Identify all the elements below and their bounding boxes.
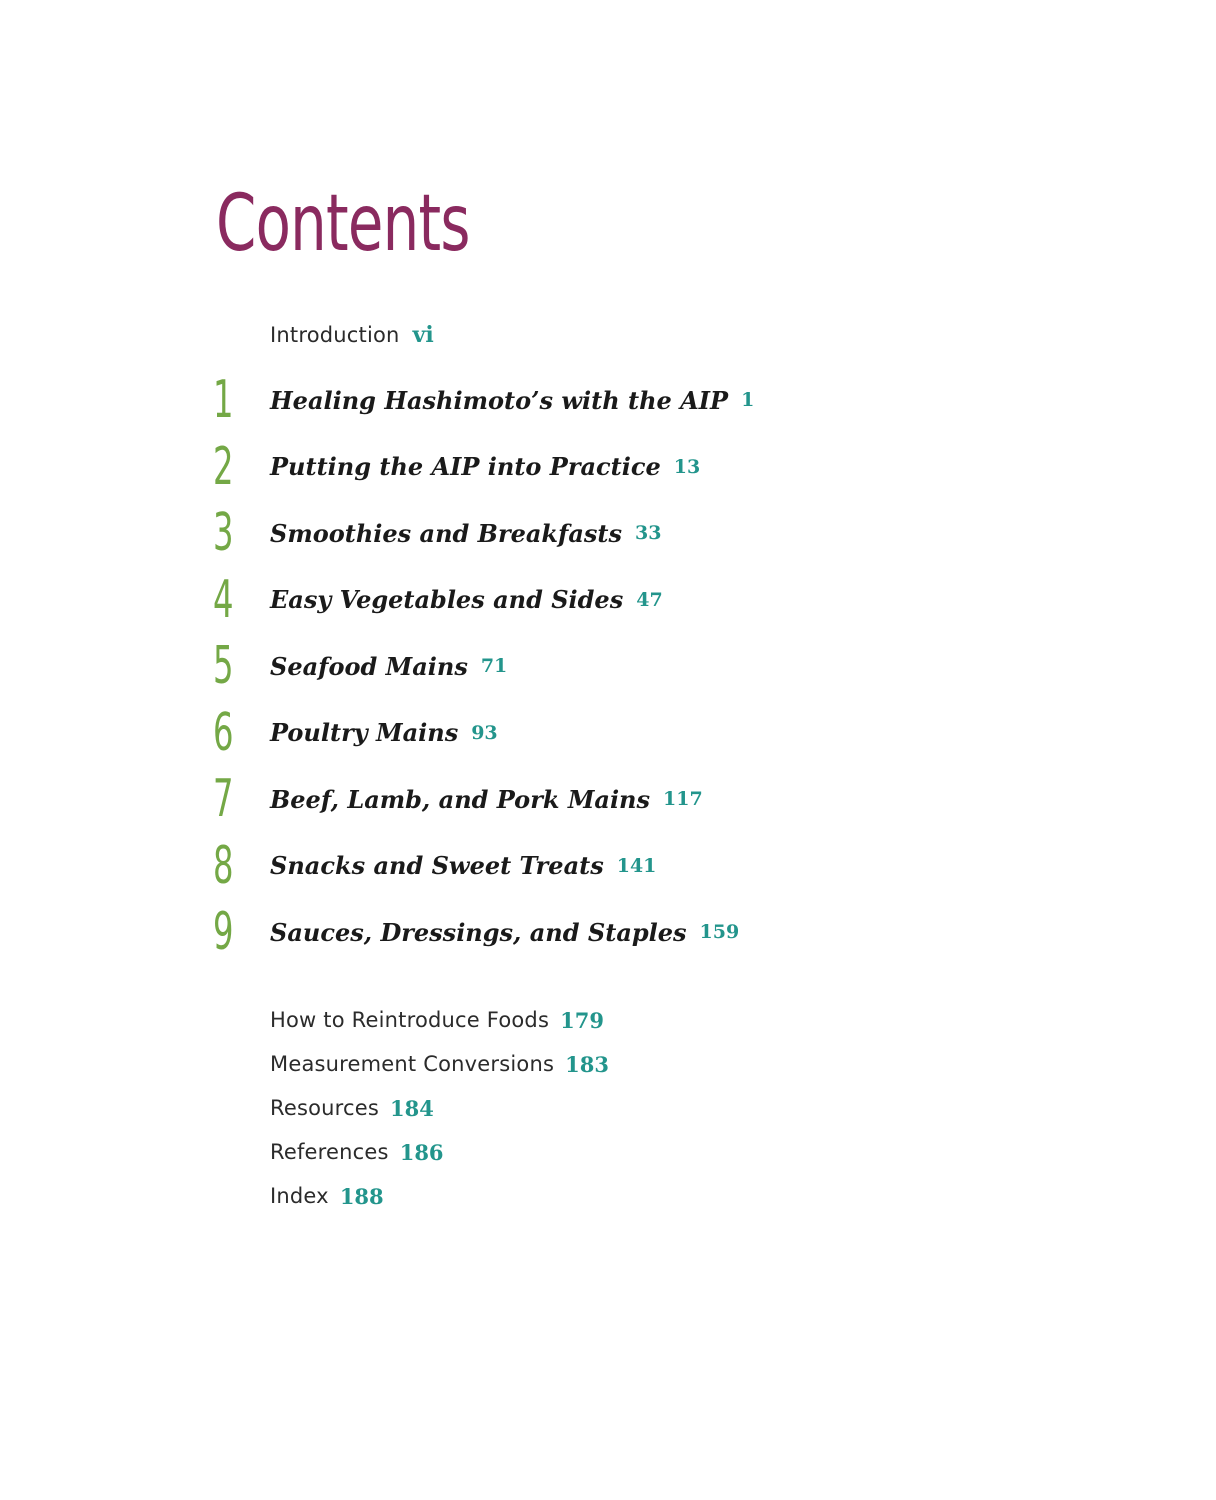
toc-chapter-2[interactable] — [0, 433, 1216, 500]
toc-page-number: 186 — [399, 1139, 444, 1165]
toc-page-number: 184 — [390, 1095, 434, 1121]
toc-page-number: 71 — [480, 655, 508, 677]
chapter-number: 2 — [213, 436, 234, 497]
chapter-number: 1 — [213, 370, 234, 430]
chapter-number: 8 — [213, 835, 234, 896]
toc-entry-measurement-conversions[interactable] — [270, 1042, 609, 1086]
toc-entry-index[interactable] — [270, 1174, 609, 1218]
chapter-title: Easy Vegetables and Sides — [270, 585, 624, 614]
chapter-title: Smoothies and Breakfasts — [270, 518, 623, 548]
chapter-number: 3 — [213, 503, 234, 563]
toc-chapter-7[interactable] — [0, 765, 1216, 832]
toc-entry-label: Measurement Conversions — [270, 1052, 555, 1076]
chapter-title: Poultry Mains — [270, 718, 459, 747]
toc-entry-label: References — [270, 1140, 389, 1164]
chapter-number: 4 — [213, 569, 234, 630]
toc-page-number: 141 — [616, 854, 657, 877]
toc-page-number: 1 — [741, 389, 755, 411]
toc-page-number: 159 — [699, 921, 740, 943]
toc-entry-label: Index — [270, 1184, 329, 1208]
chapter-number: 6 — [213, 702, 234, 763]
toc-chapter-6[interactable] — [0, 699, 1216, 766]
page-title: Contents — [216, 179, 470, 269]
chapter-number: 9 — [213, 902, 234, 962]
toc-page-number: 13 — [673, 455, 701, 478]
toc-chapter-1[interactable] — [0, 366, 1216, 433]
chapter-list — [0, 366, 1216, 965]
toc-page-number: vi — [412, 322, 434, 348]
toc-entry-label: Introduction — [270, 323, 400, 347]
toc-entry-label: How to Reintroduce Foods — [270, 1008, 550, 1032]
toc-page-number: 179 — [560, 1007, 604, 1033]
chapter-title: Snacks and Sweet Treats — [270, 851, 604, 880]
toc-entry-references[interactable] — [270, 1130, 609, 1174]
toc-chapter-9[interactable] — [0, 898, 1216, 965]
chapter-title: Healing Hashimoto’s with the AIP — [270, 385, 729, 415]
toc-page-number: 33 — [635, 522, 662, 544]
toc-page-number: 47 — [636, 588, 663, 611]
toc-chapter-5[interactable] — [0, 632, 1216, 699]
chapter-number: 5 — [213, 636, 234, 696]
chapter-number: 7 — [213, 769, 234, 829]
toc-entry-label: Resources — [270, 1096, 380, 1120]
chapter-title: Beef, Lamb, and Pork Mains — [270, 784, 651, 814]
toc-chapter-3[interactable] — [0, 499, 1216, 566]
chapter-title: Sauces, Dressings, and Staples — [270, 917, 687, 947]
chapter-title: Seafood Mains — [270, 651, 468, 681]
toc-page-number: 188 — [339, 1183, 384, 1209]
toc-page-number: 93 — [471, 721, 498, 744]
toc-entry-reintroduce-foods[interactable] — [270, 998, 609, 1042]
chapter-title: Putting the AIP into Practice — [270, 452, 661, 481]
toc-chapter-8[interactable] — [0, 832, 1216, 899]
toc-page-number: 117 — [663, 788, 703, 810]
toc-entry-introduction[interactable] — [270, 318, 434, 352]
back-matter-list — [270, 998, 609, 1218]
toc-chapter-4[interactable] — [0, 566, 1216, 633]
toc-page-number: 183 — [565, 1051, 609, 1077]
toc-entry-resources[interactable] — [270, 1086, 609, 1130]
